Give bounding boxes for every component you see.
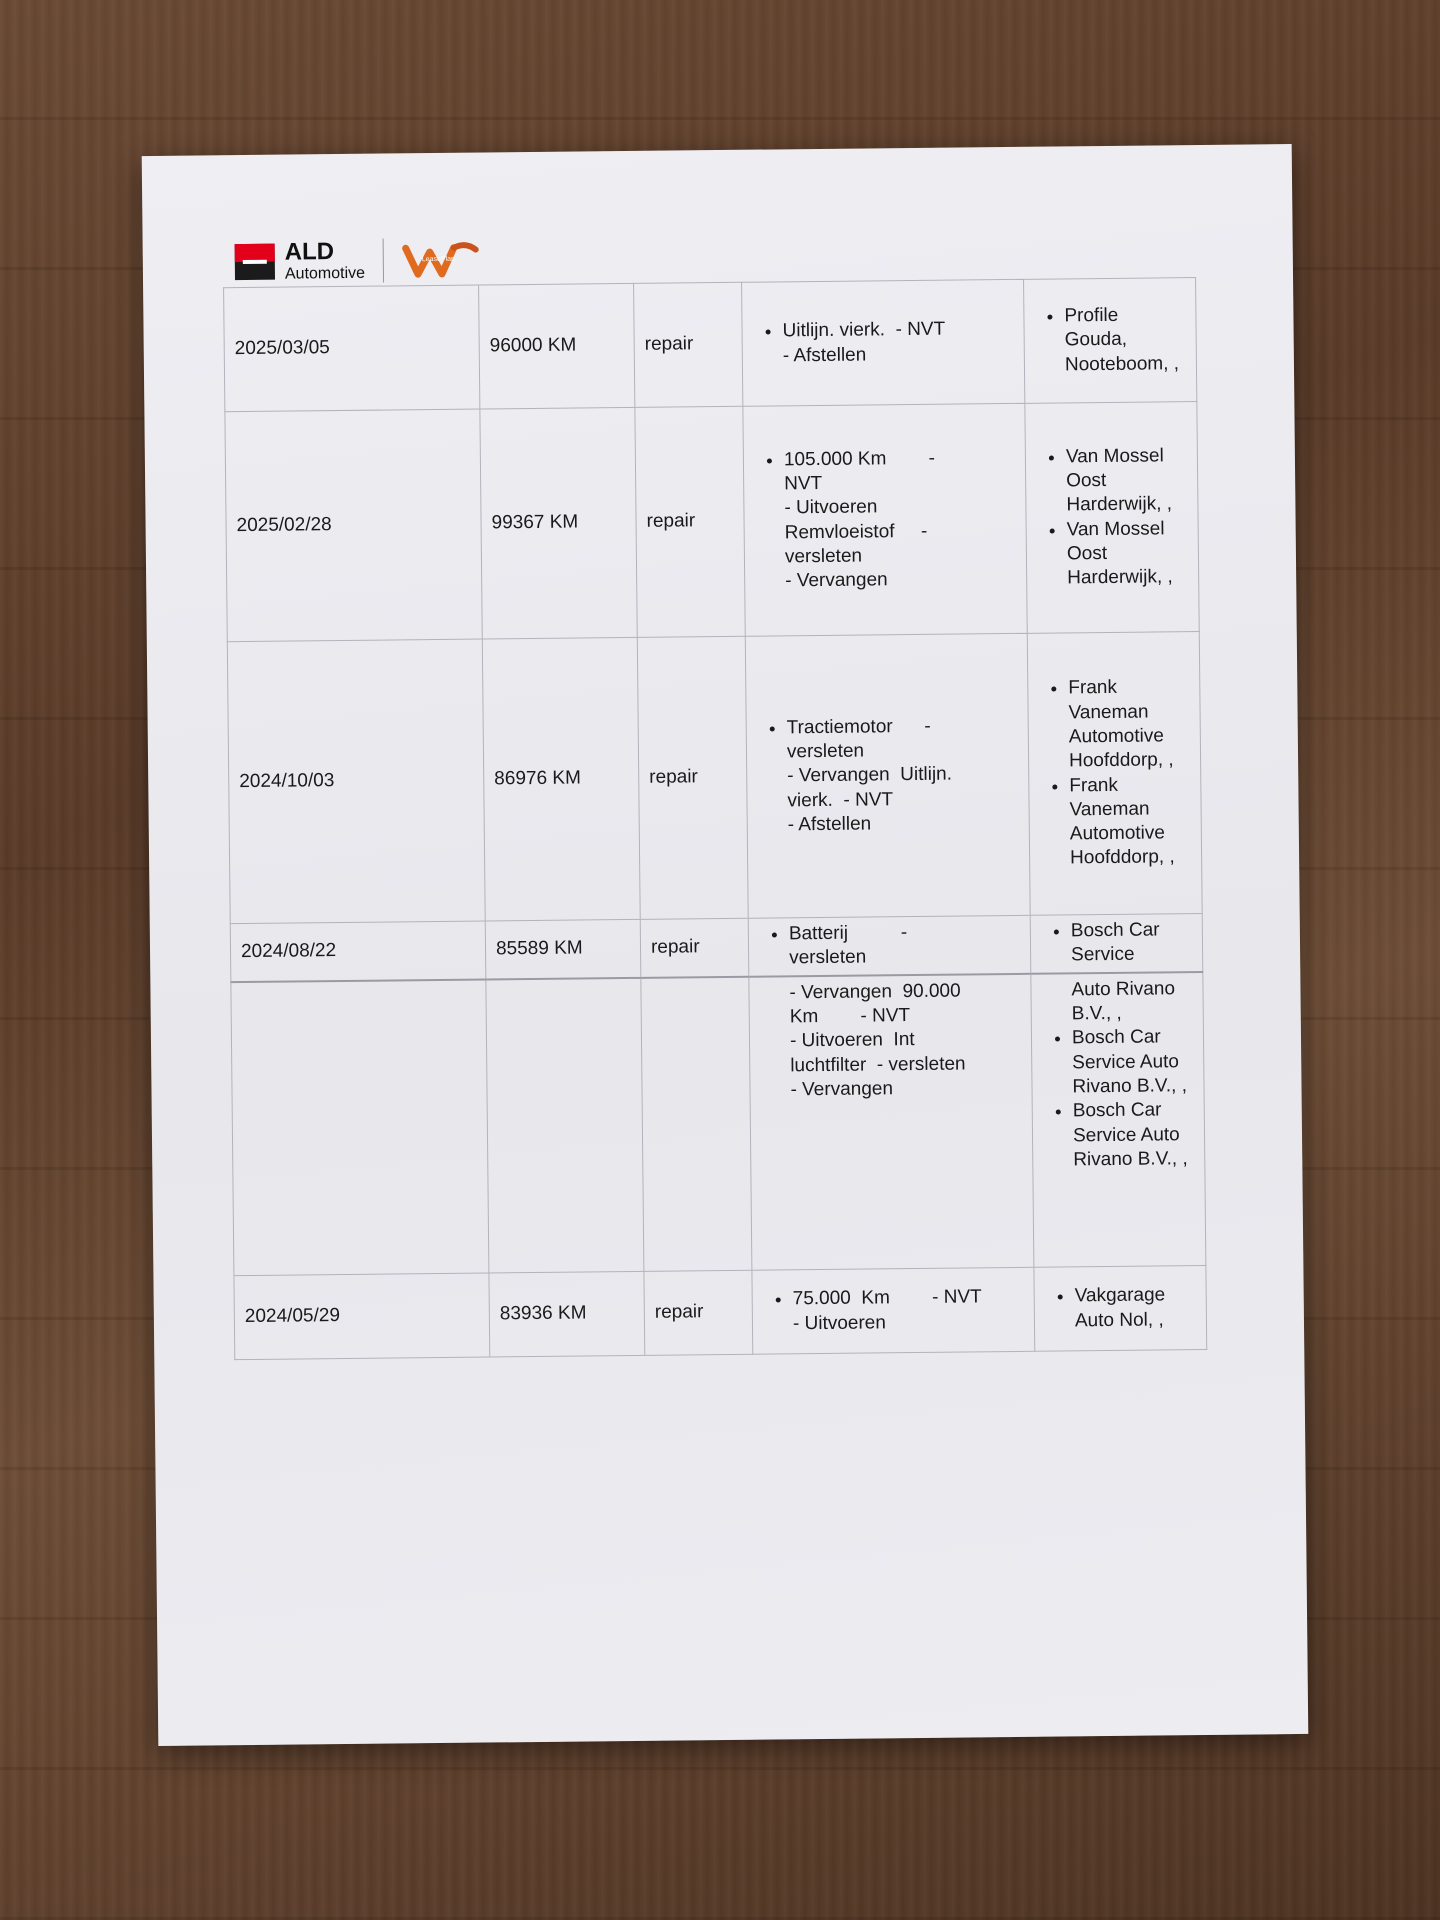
ald-wordmark: [285, 240, 365, 283]
type-cell: repair: [635, 406, 745, 637]
maintenance-history-table: [223, 277, 1207, 1360]
garage-item: • Van Mossel Oost Harderwijk, ,: [1067, 517, 1189, 591]
date-cell: 2024/08/22: [230, 921, 486, 982]
garage-cell: [1025, 402, 1199, 634]
details-cell: [745, 633, 1030, 918]
date-cell: 2024/10/03: [227, 639, 485, 924]
type-cell: repair: [644, 1270, 753, 1355]
detail-item: • 75.000 Km - NVT - Uitvoeren: [793, 1285, 1024, 1336]
date-cell: [231, 979, 489, 1276]
garage-item: • Vakgarage Auto Nol, ,: [1075, 1283, 1197, 1333]
type-cell: [641, 976, 752, 1271]
detail-item: • Tractiemotor - versleten - Vervangen Uitlijn. vierk. - NVT - Afstellen: [787, 714, 1019, 838]
detail-item: • Uitlijn. vierk. - NVT - Afstellen: [782, 317, 1013, 368]
garage-item: • Bosch Car Service: [1071, 918, 1193, 968]
mileage-cell: 85589 KM: [485, 919, 641, 979]
table-row: [234, 1266, 1207, 1360]
details-cell: [749, 973, 1034, 1270]
logo-divider: [383, 239, 384, 283]
table-row-continuation: [231, 972, 1206, 1276]
mileage-cell: 86976 KM: [482, 637, 640, 921]
garage-item: • Bosch Car Service Auto Rivano B.V., ,: [1073, 1098, 1195, 1172]
type-cell: repair: [637, 636, 748, 919]
leaseplan-logo-icon: [402, 238, 480, 283]
date-cell: 2025/02/28: [225, 409, 482, 642]
details-cell: [748, 915, 1031, 976]
type-cell: repair: [634, 282, 743, 407]
mileage-cell: 96000 KM: [479, 283, 635, 409]
details-cell: [743, 403, 1027, 636]
garage-cell: [1027, 632, 1202, 916]
garage-item: • Van Mossel Oost Harderwijk, ,: [1066, 444, 1188, 518]
ald-logo-icon: [235, 244, 275, 280]
ald-name: ALD: [284, 238, 335, 266]
type-cell: repair: [640, 918, 749, 977]
mileage-cell: [486, 978, 644, 1274]
garage-continuation: Auto Rivano B.V., ,: [1071, 977, 1176, 1025]
document-page: [142, 144, 1309, 1746]
table-row: [225, 402, 1199, 642]
garage-cell: [1024, 278, 1197, 404]
ald-subtitle: Automotive: [284, 264, 366, 283]
details-cell: [742, 279, 1025, 406]
detail-item: • 105.000 Km - NVT - Uitvoeren Remvloeistof - versleten - Vervangen: [784, 446, 1017, 594]
header-logos: [235, 233, 481, 290]
garage-cell: [1030, 914, 1203, 974]
table-row: [227, 632, 1202, 924]
mileage-cell: 99367 KM: [480, 407, 637, 639]
mileage-cell: 83936 KM: [489, 1271, 645, 1357]
detail-item: • Batterij - versleten: [789, 920, 1020, 971]
table-row: [224, 278, 1197, 412]
garage-cell: [1034, 1266, 1207, 1352]
garage-item: • Bosch Car Service Auto Rivano B.V., ,: [1072, 1025, 1194, 1099]
garage-item: • Profile Gouda, Nooteboom, ,: [1064, 303, 1186, 377]
garage-cell: [1031, 972, 1206, 1268]
date-cell: 2025/03/05: [224, 285, 480, 412]
detail-continuation: - Vervangen 90.000 Km - NVT - Uitvoeren Int luchtfilter - versleten - Vervangen: [789, 980, 966, 1101]
garage-item: • Frank Vaneman Automotive Hoofddorp, ,: [1069, 773, 1191, 872]
details-cell: [752, 1267, 1035, 1354]
leaseplan-label: LeasePlan: [421, 255, 455, 264]
table-row: [230, 914, 1203, 982]
garage-item: • Frank Vaneman Automotive Hoofddorp, ,: [1068, 675, 1190, 774]
date-cell: 2024/05/29: [234, 1273, 490, 1360]
